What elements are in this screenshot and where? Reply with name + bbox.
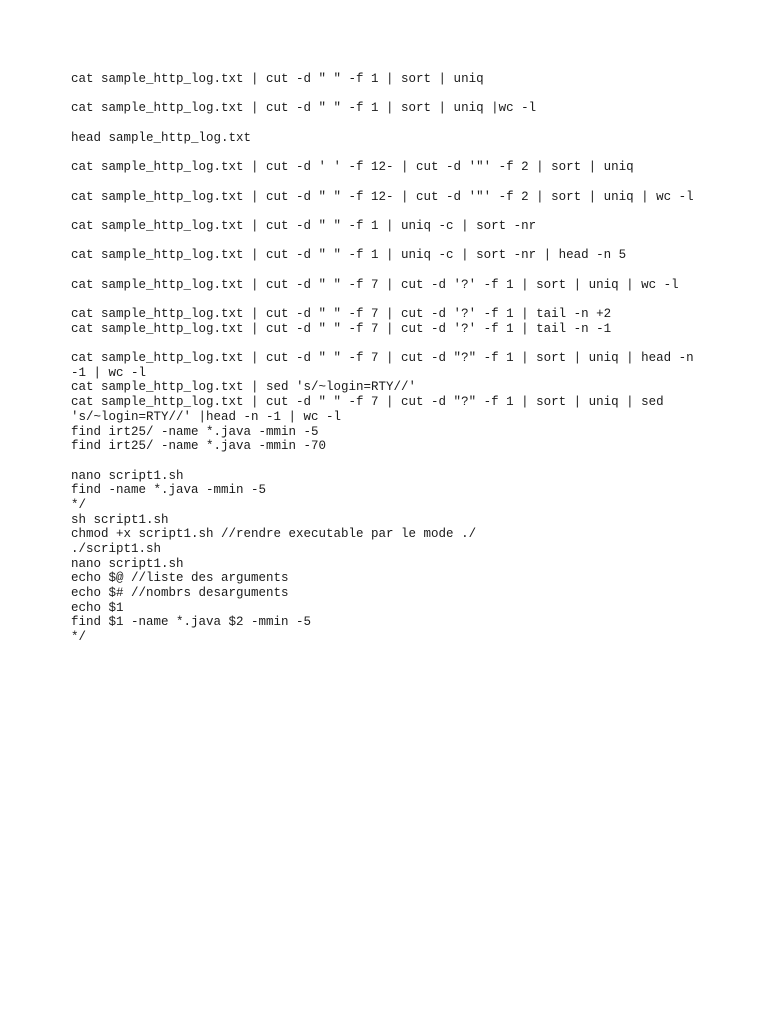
- text-line: nano script1.sh: [71, 468, 184, 483]
- text-line: cat sample_http_log.txt | cut -d " " -f 1 | uniq -c | sort -nr | head -n 5: [71, 248, 627, 263]
- text-line: cat sample_http_log.txt | cut -d " " -f 7 | cut -d '?' -f 1 | tail -n +2: [71, 307, 612, 321]
- text-line: cat sample_http_log.txt | cut -d " " -f 1 | sort | uniq: [71, 72, 484, 86]
- text-line: cat sample_http_log.txt | cut -d " " -f 12- | cut -d '"' -f 2 | sort | uniq | wc -l: [71, 189, 694, 204]
- text-line: head sample_http_log.txt: [71, 130, 252, 145]
- blank-line: [71, 175, 711, 190]
- blank-line: [71, 204, 711, 219]
- text-line: find irt25/ -name *.java -mmin -5: [71, 424, 319, 439]
- blank-line: [71, 454, 711, 469]
- text-line: cat sample_http_log.txt | sed 's/~login=RTY//': [71, 380, 417, 395]
- text-line: -1 | wc -l: [71, 365, 147, 380]
- text-line: find -name *.java -mmin -5: [71, 483, 267, 498]
- blank-line: [71, 234, 711, 249]
- text-line: echo $# //nombrs desarguments: [71, 586, 289, 601]
- text-line: sh script1.sh: [71, 512, 169, 527]
- text-line: cat sample_http_log.txt | cut -d " " -f 7 | cut -d "?" -f 1 | sort | uniq | sed: [71, 395, 664, 410]
- blank-line: [71, 145, 711, 160]
- text-line: find $1 -name *.java $2 -mmin -5: [71, 615, 312, 630]
- text-line: chmod +x script1.sh //rendre executable par le mode ./: [71, 527, 477, 542]
- text-line: ./script1.sh: [71, 542, 162, 556]
- text-line: cat sample_http_log.txt | cut -d ' ' -f 12- | cut -d '"' -f 2 | sort | uniq: [71, 160, 634, 175]
- text-line: 's/~login=RTY//' |head -n -1 | wc -l: [71, 409, 342, 424]
- blank-line: [71, 263, 711, 278]
- blank-line: [71, 336, 711, 351]
- blank-line: [71, 87, 711, 102]
- blank-line: [71, 116, 711, 131]
- text-line: cat sample_http_log.txt | cut -d " " -f 7 | cut -d "?" -f 1 | sort | uniq | head -n: [71, 351, 694, 366]
- document-body: [71, 72, 711, 645]
- text-line: echo $1: [71, 600, 124, 615]
- text-line: echo $@ //liste des arguments: [71, 571, 289, 586]
- text-line: nano script1.sh: [71, 556, 184, 571]
- text-line: find irt25/ -name *.java -mmin -70: [71, 439, 327, 454]
- text-line: cat sample_http_log.txt | cut -d " " -f 1 | uniq -c | sort -nr: [71, 218, 537, 233]
- text-line: */: [71, 630, 87, 645]
- blank-line: [71, 292, 711, 307]
- text-line: cat sample_http_log.txt | cut -d " " -f 1 | sort | uniq |wc -l: [71, 101, 537, 116]
- text-line: cat sample_http_log.txt | cut -d " " -f 7 | cut -d '?' -f 1 | sort | uniq | wc -l: [71, 277, 679, 292]
- text-line: cat sample_http_log.txt | cut -d " " -f 7 | cut -d '?' -f 1 | tail -n -1: [71, 321, 612, 336]
- text-line: */: [71, 497, 87, 512]
